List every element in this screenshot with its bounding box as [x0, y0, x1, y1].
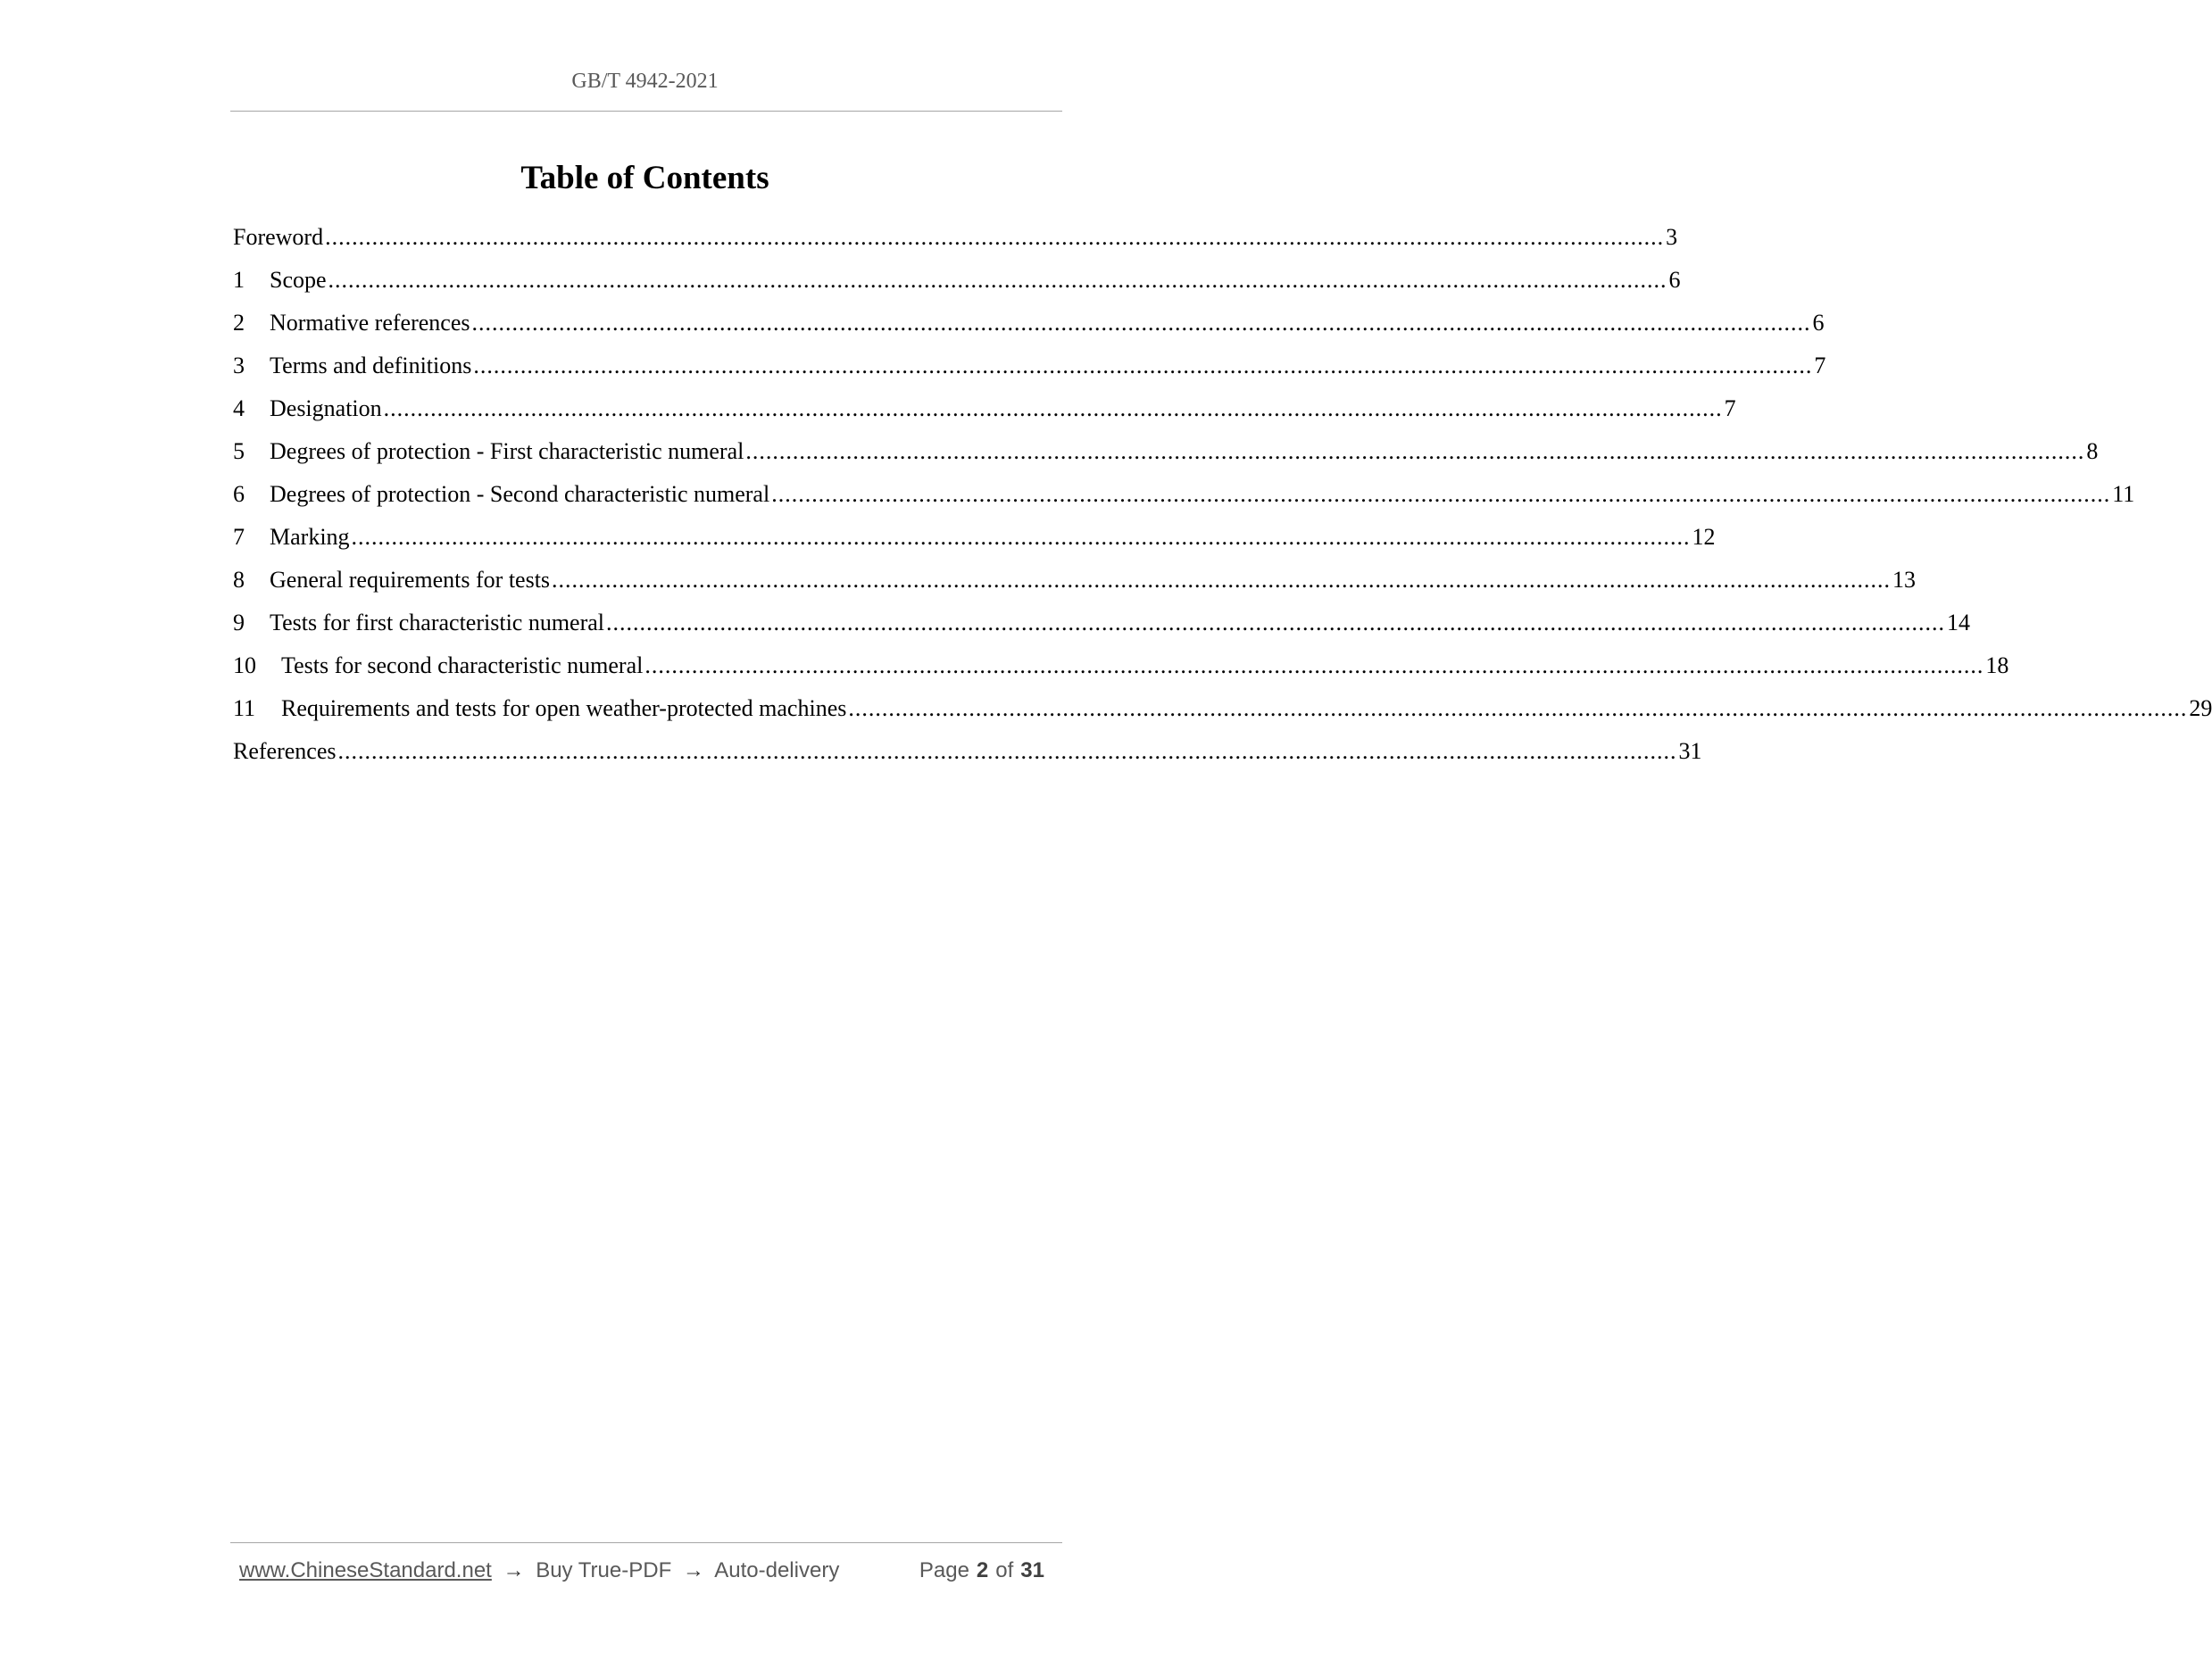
buy-true-pdf-text: Buy True-PDF — [536, 1558, 672, 1582]
toc-leader-dots: ........................................................................................................................................................................................................ — [606, 610, 1946, 635]
toc-entry[interactable] — [233, 349, 1826, 392]
toc-entry-page: 11 — [2112, 481, 2135, 507]
arrow-right-icon: → — [682, 1558, 704, 1582]
toc-entry-number: 11 — [233, 695, 256, 721]
toc-entry-number: 2 — [233, 310, 245, 336]
table-of-contents — [233, 220, 2212, 777]
toc-entry-page: 6 — [1668, 267, 1681, 293]
toc-entry-label: Degrees of protection - First characteristic numeral — [270, 438, 744, 464]
toc-leader-dots: ........................................................................................................................................................................................................ — [337, 738, 1677, 764]
document-code-header: GB/T 4942-2021 — [571, 70, 719, 93]
toc-entry[interactable] — [233, 649, 2009, 692]
toc-entry[interactable] — [233, 263, 1681, 306]
toc-entry-number: 8 — [233, 567, 245, 593]
toc-leader-dots: ........................................................................................................................................................................................................ — [383, 395, 1723, 421]
toc-leader-dots: ........................................................................................................................................................................................................ — [552, 567, 1892, 593]
toc-entry-page: 12 — [1692, 524, 1716, 550]
page-current: 2 — [976, 1558, 989, 1582]
page-total: 31 — [1020, 1558, 1044, 1582]
header-rule — [230, 111, 1062, 112]
toc-leader-dots: ........................................................................................................................................................................................................ — [473, 353, 1813, 378]
toc-entry-number: 5 — [233, 438, 245, 464]
toc-entry-page: 3 — [1666, 224, 1678, 250]
toc-entry-number: 1 — [233, 267, 245, 293]
toc-entry-label: Scope — [270, 267, 327, 293]
toc-leader-dots: ........................................................................................................................................................................................................ — [848, 695, 2188, 721]
toc-leader-dots: ........................................................................................................................................................................................................ — [351, 524, 1691, 550]
toc-entry-page: 7 — [1814, 353, 1826, 378]
toc-entry-label: Foreword — [233, 224, 324, 250]
toc-entry-label: Degrees of protection - Second characteristic numeral — [270, 481, 770, 507]
auto-delivery-text: Auto-delivery — [714, 1558, 840, 1582]
toc-leader-dots: ........................................................................................................................................................................................................ — [325, 224, 1665, 250]
toc-entry-number: 3 — [233, 353, 245, 378]
toc-entry[interactable] — [233, 477, 2135, 520]
toc-entry-number: 4 — [233, 395, 245, 421]
toc-entry-number: 9 — [233, 610, 245, 635]
toc-entry-number: 10 — [233, 652, 256, 678]
toc-entry-label: Normative references — [270, 310, 470, 336]
toc-entry[interactable] — [233, 606, 1971, 649]
toc-entry-label: Tests for second characteristic numeral — [281, 652, 644, 678]
toc-entry[interactable] — [233, 435, 2099, 477]
toc-entry-label: Requirements and tests for open weather-protected machines — [281, 695, 847, 721]
toc-entry[interactable] — [233, 306, 1825, 349]
toc-leader-dots: ........................................................................................................................................................................................................ — [771, 481, 2111, 507]
toc-entry[interactable] — [233, 563, 1917, 606]
toc-entry-page: 14 — [1947, 610, 1971, 635]
toc-leader-dots: ........................................................................................................................................................................................................ — [328, 267, 1667, 293]
page-word: Page — [919, 1558, 969, 1582]
footer-rule — [230, 1542, 1062, 1543]
toc-entry-label: Marking — [270, 524, 350, 550]
toc-leader-dots: ........................................................................................................................................................................................................ — [471, 310, 1811, 336]
toc-entry-number: 6 — [233, 481, 245, 507]
toc-entry-page: 8 — [2086, 438, 2099, 464]
toc-entry-page: 31 — [1678, 738, 1702, 764]
toc-entry-label: Designation — [270, 395, 382, 421]
toc-entry[interactable] — [233, 735, 1702, 777]
toc-entry[interactable] — [233, 692, 2212, 735]
toc-leader-dots: ........................................................................................................................................................................................................ — [745, 438, 2085, 464]
toc-entry-label: General requirements for tests — [270, 567, 551, 593]
toc-entry-label: Tests for first characteristic numeral — [270, 610, 605, 635]
toc-entry-page: 29 — [2189, 695, 2212, 721]
toc-entry-number: 7 — [233, 524, 245, 550]
arrow-right-icon: → — [503, 1558, 525, 1582]
toc-entry[interactable] — [233, 220, 1678, 263]
page-indicator — [919, 1558, 1052, 1583]
toc-entry-page: 18 — [1985, 652, 2009, 678]
toc-entry[interactable] — [233, 392, 1736, 435]
toc-title: Table of Contents — [520, 160, 769, 196]
toc-leader-dots: ........................................................................................................................................................................................................ — [644, 652, 1984, 678]
toc-entry-page: 13 — [1892, 567, 1917, 593]
toc-entry-label: Terms and definitions — [270, 353, 472, 378]
footer — [239, 1558, 1052, 1590]
of-word: of — [995, 1558, 1014, 1582]
toc-entry[interactable] — [233, 520, 1716, 563]
toc-entry-page: 7 — [1724, 395, 1736, 421]
toc-entry-page: 6 — [1812, 310, 1825, 336]
toc-entry-label: References — [233, 738, 337, 764]
site-link[interactable]: www.ChineseStandard.net — [239, 1558, 492, 1582]
